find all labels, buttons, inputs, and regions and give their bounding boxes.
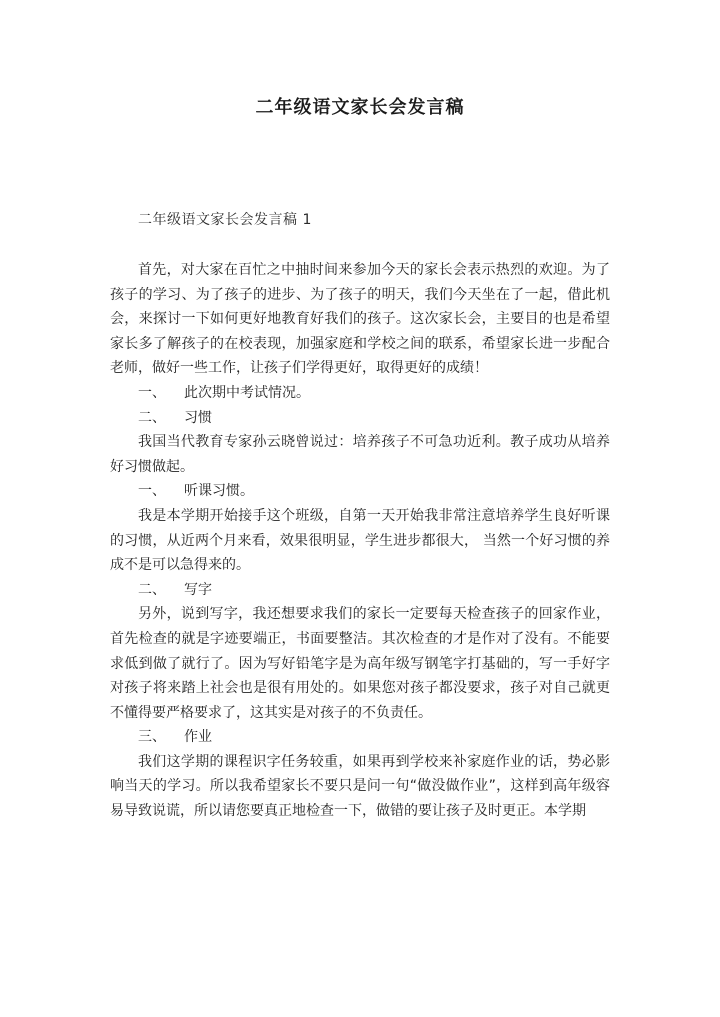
section-title: 二年级语文家长会发言稿 1 <box>138 212 312 228</box>
heading-text: 习惯 <box>184 409 212 426</box>
heading-number: 一、 <box>138 483 166 500</box>
document-title: 二年级语文家长会发言稿 <box>255 97 465 118</box>
heading-text: 听课习惯。 <box>184 483 254 500</box>
section-heading <box>110 381 610 406</box>
section-heading <box>110 725 610 750</box>
heading-text: 此次期中考试情况。 <box>184 384 310 401</box>
heading-number: 二、 <box>138 581 166 598</box>
heading-text: 作业 <box>184 729 212 746</box>
heading-number: 一、 <box>138 384 166 401</box>
heading-number: 二、 <box>138 409 166 426</box>
section-heading <box>110 479 610 504</box>
paragraph: 首先，对大家在百忙之中抽时间来参加今天的家长会表示热烈的欢迎。为了孩子的学习、为了孩子的进步、为了孩子的明天，我们今天坐在了一起，借此机会，来探讨一下如何更好地教育好我们的孩子。这次家长会，主要目的也是希望家长多了解孩子的在校表现，加强家庭和学校之间的联系，希望家长进一步配合老师，做好一些工作，让孩子们学得更好，取得更好的成绩！ <box>110 262 610 377</box>
heading-number: 三、 <box>138 729 166 746</box>
paragraph: 另外，说到写字，我还想要求我们的家长一定要每天检查孩子的回家作业，首先检查的就是字迹要端正，书面要整洁。其次检查的才是作对了没有。不能要求低到做了就行了。因为写好铅笔字是为高年级写钢笔字打基础的，写一手好字对孩子将来踏上社会也是很有用处的。如果您对孩子都没要求，孩子对自己就更不懂得要严格要求了，这其实是对孩子的不负责任。 <box>110 606 610 721</box>
paragraph: 我是本学期开始接手这个班级，自第一天开始我非常注意培养学生良好听课的习惯，从近两个月来看，效果很明显，学生进步都很大， 当然一个好习惯的养成不是可以急得来的。 <box>110 507 610 574</box>
heading-text: 写字 <box>184 581 212 598</box>
section-heading <box>110 406 610 431</box>
document-body <box>110 258 610 824</box>
paragraph: 我们这学期的课程识字任务较重，如果再到学校来补家庭作业的话，势必影响当天的学习。所以我希望家长不要只是问一句“做没做作业”，这样到高年级容易导致说谎，所以请您要真正地检查一下，做错的要让孩子及时更正。本学期 <box>110 753 610 820</box>
section-heading <box>110 578 610 603</box>
paragraph: 我国当代教育专家孙云晓曾说过：培养孩子不可急功近利。教子成功从培养好习惯做起。 <box>110 434 610 475</box>
